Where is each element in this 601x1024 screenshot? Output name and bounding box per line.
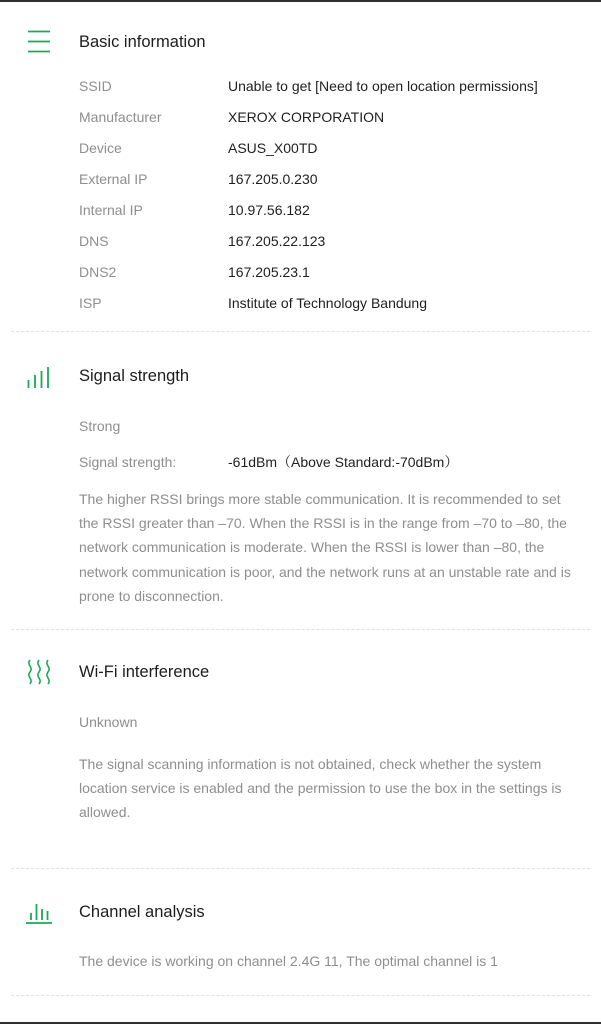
info-label: ISP bbox=[79, 295, 102, 311]
info-value: XEROX CORPORATION bbox=[228, 109, 385, 125]
info-row-internal-ip bbox=[79, 199, 589, 221]
info-label: Internal IP bbox=[79, 202, 143, 218]
info-label: SSID bbox=[79, 78, 112, 94]
signal-bars-icon bbox=[26, 365, 52, 391]
basic-information-title: Basic information bbox=[79, 33, 206, 51]
section-divider bbox=[11, 995, 590, 996]
info-value: 10.97.56.182 bbox=[228, 202, 310, 218]
signal-strength-section bbox=[0, 332, 601, 627]
channel-analysis-title: Channel analysis bbox=[79, 903, 205, 921]
info-value: 167.205.22.123 bbox=[228, 233, 326, 249]
info-value: Institute of Technology Bandung bbox=[228, 295, 428, 311]
interference-description: The signal scanning information is not obtained, check whether the system location service is enabled and the permission to use the box in the settings is allowed. bbox=[79, 756, 562, 821]
wifi-interference-title: Wi-Fi interference bbox=[79, 663, 210, 681]
signal-description: The higher RSSI brings more stable communication. It is recommended to set the RSSI greater than –70. When the RSSI is in the range from –70 to –80, the network communication is moderate. When the RSSI is lower than –80, the network communication is poor, and the network runs at an unstable rate and is prone to disconnection. bbox=[79, 491, 571, 604]
info-row-ssid bbox=[79, 75, 589, 97]
interference-status: Unknown bbox=[79, 714, 138, 730]
info-value: ASUS_X00TD bbox=[228, 140, 318, 156]
signal-strength-row bbox=[79, 451, 589, 473]
info-value: Unable to get [Need to open location permissions] bbox=[228, 78, 538, 94]
info-value: 167.205.0.230 bbox=[228, 171, 318, 187]
info-row-isp bbox=[79, 292, 589, 314]
signal-value: -61dBm（Above Standard:-70dBm） bbox=[228, 454, 459, 470]
info-row-external-ip bbox=[79, 168, 589, 190]
signal-label: Signal strength: bbox=[79, 454, 177, 470]
wave-lines-icon bbox=[26, 659, 52, 685]
info-row-dns bbox=[79, 230, 589, 252]
info-row-dns2 bbox=[79, 261, 589, 283]
info-row-device bbox=[79, 137, 589, 159]
info-label: Manufacturer bbox=[79, 109, 162, 125]
info-label: DNS2 bbox=[79, 264, 117, 280]
info-label: External IP bbox=[79, 171, 148, 187]
signal-status: Strong bbox=[79, 418, 121, 434]
menu-lines-icon bbox=[26, 29, 52, 55]
wifi-interference-section bbox=[0, 630, 601, 868]
channel-description: The device is working on channel 2.4G 11, The optimal channel is 1 bbox=[79, 953, 498, 969]
info-value: 167.205.23.1 bbox=[228, 264, 310, 280]
info-row-manufacturer bbox=[79, 106, 589, 128]
basic-information-section bbox=[0, 2, 601, 332]
info-label: Device bbox=[79, 140, 122, 156]
signal-strength-title: Signal strength bbox=[79, 367, 190, 385]
channel-chart-icon bbox=[26, 899, 52, 925]
channel-analysis-section bbox=[0, 869, 601, 995]
info-label: DNS bbox=[79, 233, 109, 249]
